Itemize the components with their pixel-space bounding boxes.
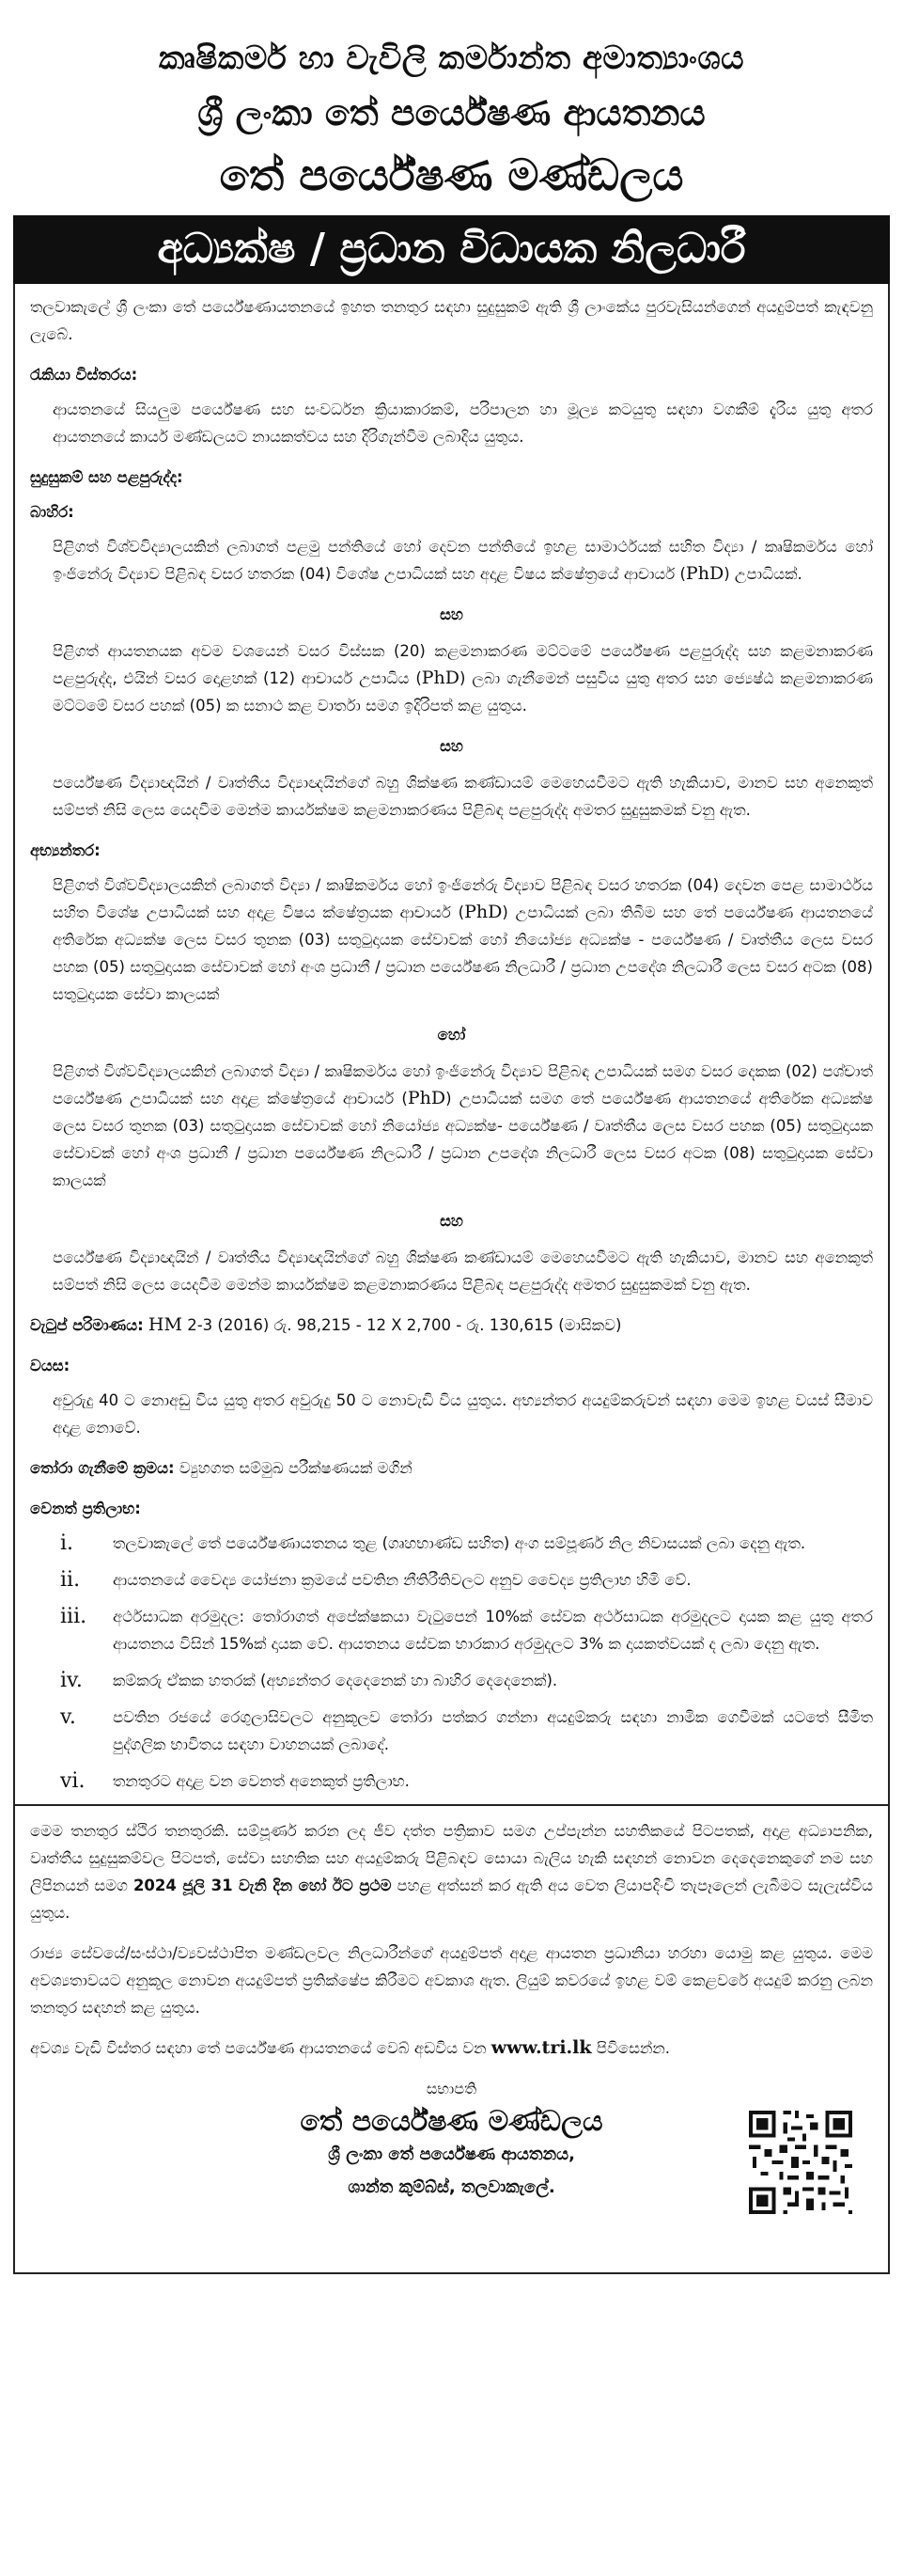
text-span: ) උපාධියක් ලබා තිබීම සහ තේ පර්යේෂණ ආයතනයේ අතිරේක අධ්‍යක්ෂ ලෙස වසර තුනක (03) සතුටුදායක සේවාවක් හෝ නියෝජ්‍ය අධ්‍යක්ෂ - පර්යේෂණ / වෘත්තීය ලෙස වසර පහක (05) සතුටුදායක සේවාවක් හෝ අංශ ප්‍රධානී / ප්‍රධාන පර්යේෂණ නිලධාරී / ප්‍රධාන උපදේශ නිලධාරී ලෙස වසර අටක (08) සතුටුදායක සේවා කාලයක් xyxy=(53,903,873,1003)
qr-code-icon[interactable] xyxy=(745,2107,856,2218)
job-description-text: ආයතනයේ සියලුම පර්යේෂණ සහ සංවර්ධන ක්‍රියාකාරකම්, පරිපාලන හා මූල්‍ය කටයුතු සඳහා වගකීම් දැරිය යුතු අතර ආයතනයේ කාර්ය මණ්ඩලයට නායකත්වය සහ දිරිගැන්වීම ලබාදිය යුතුය. xyxy=(53,401,873,446)
phd-label: PhD xyxy=(464,902,503,922)
age-text: අවුරුදු 40 ට නොඅඩු විය යුතු අතර අවුරුදු 50 ට නොවැඩි විය යුතුය. අභ්‍යන්තර අයදුම්කරුවන් සඳහා මෙම ඉහළ වයස් සීමාව අදාළ නොවේ. xyxy=(53,1391,873,1437)
institute-title: ශ්‍රී ලංකා තේ පර්යේෂණ ආයතනය xyxy=(197,92,706,134)
and-separator: සහ xyxy=(440,1212,463,1230)
benefit-item xyxy=(36,1767,873,1795)
benefit-number: v. xyxy=(60,1705,76,1729)
benefits-heading: වෙනත් ප්‍රතිලාභ: xyxy=(30,1500,141,1517)
external-heading: බාහිර: xyxy=(30,503,74,521)
text-span: ) ලබා ගැනීමෙන් පසුවිය යුතු අතර සහ ජ්‍යෙෂ්ඨ කළමනාකරණ මට්ටමේ වසර පහක් (05) ක සනාථ කළ වාර්තා සමග ඉදිරිපත් කළ යුතුය. xyxy=(53,669,873,715)
benefit-number: i. xyxy=(60,1531,74,1555)
salary-line xyxy=(30,1312,873,1339)
section-divider xyxy=(15,1804,888,1806)
text-span: පිළිගත් විශ්වවිද්‍යාලයකින් ලබාගත් පළමු පන්තියේ හෝ දෙවන පන්තියේ ඉහළ සාමාර්ථයක් සහිත විද්‍යා / කෘෂිකර්මය හෝ ඉංජිනේරු විද්‍යාව පිළිබඳ වසර හතරක (04) විශේෂ උපාධියක් සහ අදාළ විෂය ක්ෂේත්‍රයේ ආචාර්ය ( xyxy=(53,538,873,583)
benefit-text: පවතින රජයේ රෙගුලාසිවලට අනුකූලව තෝරා පත්කර ගන්නා අයදුම්කරු සඳහා නාමික ගෙවීමක් යටතේ සීමිත පුද්ගලික භාවිතය සඳහා වාහනයක් ලබාදේ. xyxy=(113,1708,873,1753)
benefit-item xyxy=(36,1603,873,1657)
signature-organization: තේ පර්යේෂණ මණ්ඩලය xyxy=(300,2105,603,2138)
benefit-item xyxy=(36,1530,873,1557)
or-separator: හෝ xyxy=(437,1026,466,1044)
text-span: පිළිගත් ආයතනයක අවම වශයෙන් වසර විස්සක (20) කළමනාකරණ මට්ටමේ පර්යේෂණ පළපුරුද්ද සහ කළමනාකරණ පළපුරුද්ද, එයින් වසර දොළහක් (12) ආචාර්ය උපාධිය ( xyxy=(53,642,873,687)
text-span: අවශ්‍ය වැඩි විස්තර සඳහා තේ පර්යේෂණ ආයතනයේ වෙබ් අඩවිය වන xyxy=(30,2039,491,2057)
selection-value: ව්‍යුහගත සම්මුඛ පරීක්ෂණයක් මගින් xyxy=(174,1459,413,1477)
advertisement-page xyxy=(13,0,890,2576)
phd-label: PhD xyxy=(421,668,460,688)
benefit-number: vi. xyxy=(60,1769,86,1793)
ministry-title: කෘෂිකර්ම හා වැවිලි කර්මාන්ත අමාත්‍යාංශය xyxy=(158,39,745,77)
benefit-number: iii. xyxy=(60,1605,87,1628)
benefit-text: තලවාකැලේ තේ පර්යේෂණායතනය තුළ (ගෘහභාණ්ඩ සහිත) අංග සම්පූර්ණ නිල නිවාසයක් ලබා දෙනු ඇත. xyxy=(113,1534,806,1552)
text-span: මෙම තනතුර ස්ථිර තනතුරකි. සම්පූර්ණ කරන ලද ජීව දත්ත පත්‍රිකාව සමග උප්පැන්න සහතිකයේ පිටපතක්, අදාළ අධ්‍යාපනික, වෘත්තීය සුදුසුකම්වල පිටපත්, සේවා සහතික සහ අයදුම්කරු පිළිබඳව සොයා බැලිය හැකි සඳහන් නොවන දෙදෙනෙකුගේ නම සහ ලිපිනයන් සමග xyxy=(30,1822,873,1894)
salary-value: 2-3 (2016) රු. 98,215 - 12 X 2,700 - රු. 130,615 (මාසිකව) xyxy=(181,1316,622,1334)
and-separator: සහ xyxy=(440,605,463,623)
internal-qualification-3: පර්යේෂණ විද්‍යාඥයින් / වෘත්තීය විද්‍යාඥයින්ගේ බහු ශික්ෂණ කණ්ඩායම් මෙහෙයවීමට ඇති හැකියාව, මානව සහ අනෙකුත් සම්පත් නිසි ලෙස යෙදවීම මෙන්ම කාර්යක්ෂම කළමනාකරණය පිළිබඳ පළපුරුද්ද අමතර සුදුසුකමක් වනු ඇත. xyxy=(53,1249,873,1294)
application-paragraph-3 xyxy=(30,2034,873,2062)
benefit-number: ii. xyxy=(60,1568,81,1592)
website-link[interactable]: www.tri.lk xyxy=(490,2037,592,2058)
signature-address-line-2: ශාන්ත කුම්බ්ස්, තලවාකැලේ. xyxy=(348,2177,555,2197)
benefit-text: කම්කරු ඒකක හතරක් (අභ්‍යන්තර දෙදෙනෙක් හා බාහිර දෙදෙනෙක්). xyxy=(113,1672,558,1689)
phd-label: PhD xyxy=(407,1088,446,1108)
application-deadline: 2024 ජූලි 31 වැනි දින හෝ ඊට ප්‍රථම xyxy=(132,1877,392,1894)
application-paragraph-1 xyxy=(30,1817,873,1926)
and-separator: සහ xyxy=(440,737,463,755)
benefit-item xyxy=(36,1704,873,1758)
board-title: තේ පර්යේෂණ මණ්ඩලය xyxy=(219,149,684,200)
signature-address-line-1: ශ්‍රී ලංකා තේ පර්යේෂණ ආයතනය, xyxy=(328,2144,575,2164)
external-qualification-2 xyxy=(53,637,873,719)
internal-heading: අභ්‍යන්තර: xyxy=(30,841,101,859)
text-span: ) උපාධියක්. xyxy=(724,565,802,583)
job-description-heading: රැකියා විස්තරය: xyxy=(30,366,138,384)
benefit-text: අර්ථසාධක අරමුදල: තෝරාගත් අපේක්ෂකයා වැටුපෙන් 10%ක් සේවක අර්ථසාධක අරමුදලට දායක කළ යුතු අතර ආයතනය විසින් 15%ක් දායක වේ. ආයතනය සේවක භාරකාර අරමුදලට 3% ක දායකත්වයක් ද ලබා දෙනු ඇත. xyxy=(113,1608,873,1653)
text-span: ) උපාධියක් සමග තේ පර්යේෂණ ආයතනයේ අතිරේක අධ්‍යක්ෂ ලෙස වසර තුනක (03) සතුටුදායක සේවාවක් හෝ නියෝජ්‍ය අධ්‍යක්ෂ- පර්යේෂණ / වෘත්තීය ලෙස වසර පහක (05) සතුටුදායක සේවාවක් හෝ අංශ ප්‍රධානී / ප්‍රධාන පර්යේෂණ නිලධාරී / ප්‍රධාන උපදේශ නිලධාරී ලෙස වසර අටක (08) සතුටුදායක සේවා කාලයක් xyxy=(53,1090,874,1189)
selection-label: තෝරා ගැනීමේ ක්‍රමය: xyxy=(30,1459,175,1477)
post-title-banner: අධ්‍යක්ෂ / ප්‍රධාන විධායක නිලධාරී xyxy=(13,215,890,284)
external-qualification-1 xyxy=(53,533,873,588)
intro-paragraph: තලවාකැලේ ශ්‍රී ලංකා තේ පර්යේෂණායතනයේ ඉහත තනතුර සඳහා සුදුසුකම් ඇති ශ්‍රී ලාංකේය පුරවැසියන්ගෙන් අයදුම්පත් කැඳවනු ලැබේ. xyxy=(30,298,873,343)
text-span: පිවිසෙන්න. xyxy=(591,2039,670,2057)
benefit-item xyxy=(36,1667,873,1694)
phd-label: PhD xyxy=(685,563,724,584)
text-span: පිළිගත් විශ්වවිද්‍යාලයකින් ලබාගත් විද්‍යා / කෘෂිකර්මය හෝ ඉංජිනේරු විද්‍යාව පිළිබඳ වසර හතරක (04) දෙවන පෙළ සාමාර්ථය සහිත විශේෂ උපාධියක් සහ අදාළ විෂය ක්ෂේත්‍රයක ආචාර්ය ( xyxy=(53,876,873,921)
internal-qualification-1 xyxy=(53,872,873,1008)
application-paragraph-2: රාජ්‍ය සේවයේ/සංස්ථා/ව්‍යවස්ථාපිත මණ්ඩලවල නිලධාරීන්ගේ අයදුම්පත් අදාළ ආයතන ප්‍රධානියා හරහා යොමු කළ යුතුය. මෙම අවශ්‍යතාවයට අනුකූල නොවන අයදුම්පත් ප්‍රතික්ෂේප කිරීමට අවකාශ ඇත. ලියුම් කවරයේ ඉහළ වම් කෙළවරේ අයදුම් කරනු ලබන තනතුර සඳහන් කළ යුතුය. xyxy=(30,1944,873,2017)
qualifications-heading: සුදුසුකම් සහ පළපුරුද්ද: xyxy=(30,468,183,486)
text-span: පිළිගත් විශ්වවිද්‍යාලයකින් ලබාගත් විද්‍යා / කෘෂිකර්මය හෝ ඉංජිනේරු විද්‍යාව පිළිබඳ උපාධියක් සමග වසර දෙකක (02) පශ්චාත් පර්යේෂණ උපාධියක් සහ අදාළ ක්ෂේත්‍රයේ ආචාර්ය ( xyxy=(53,1062,873,1107)
salary-label: වැටුප් පරිමාණය: xyxy=(30,1316,144,1334)
benefit-number: iv. xyxy=(60,1669,83,1692)
salary-code: HM xyxy=(148,1314,182,1335)
benefit-text: ආයතනයේ වෛද්‍ය යෝජනා ක්‍රමයේ පවතින නීතිරීතිවලට අනුව වෛද්‍ය ප්‍රතිලාභ හිමි වේ. xyxy=(113,1571,692,1589)
external-qualification-3: පර්යේෂණ විද්‍යාඥයින් / වෘත්තීය විද්‍යාඥයින්ගේ බහු ශික්ෂණ කණ්ඩායම් මෙහෙයවීමට ඇති හැකියාව, මානව සහ අනෙකුත් සම්පත් නිසි ලෙස යෙදවීම මෙන්ම කාර්යක්ෂම කළමනාකරණය පිළිබඳ පළපුරුද්ද අමතර සුදුසුකමක් වනු ඇත. xyxy=(53,774,873,819)
selection-line xyxy=(30,1454,873,1482)
age-heading: වයස: xyxy=(30,1357,70,1374)
text-span: පහළ අත්සන් කර ඇති අය වෙත ලියාපදිංචි තැපෑලෙන් ලැබීමට සැලැස්විය යුතුය. xyxy=(30,1877,874,1922)
advertisement-body xyxy=(13,284,890,2274)
benefit-item xyxy=(36,1566,873,1594)
benefits-list xyxy=(36,1530,873,1795)
signature-block xyxy=(30,2075,873,2272)
benefit-text: තනතුරට අදාළ වන වෙනත් අනෙකුත් ප්‍රතිලාභ. xyxy=(113,1772,410,1790)
signature-caption: සභාපති xyxy=(426,2080,477,2097)
internal-qualification-2 xyxy=(53,1058,873,1194)
